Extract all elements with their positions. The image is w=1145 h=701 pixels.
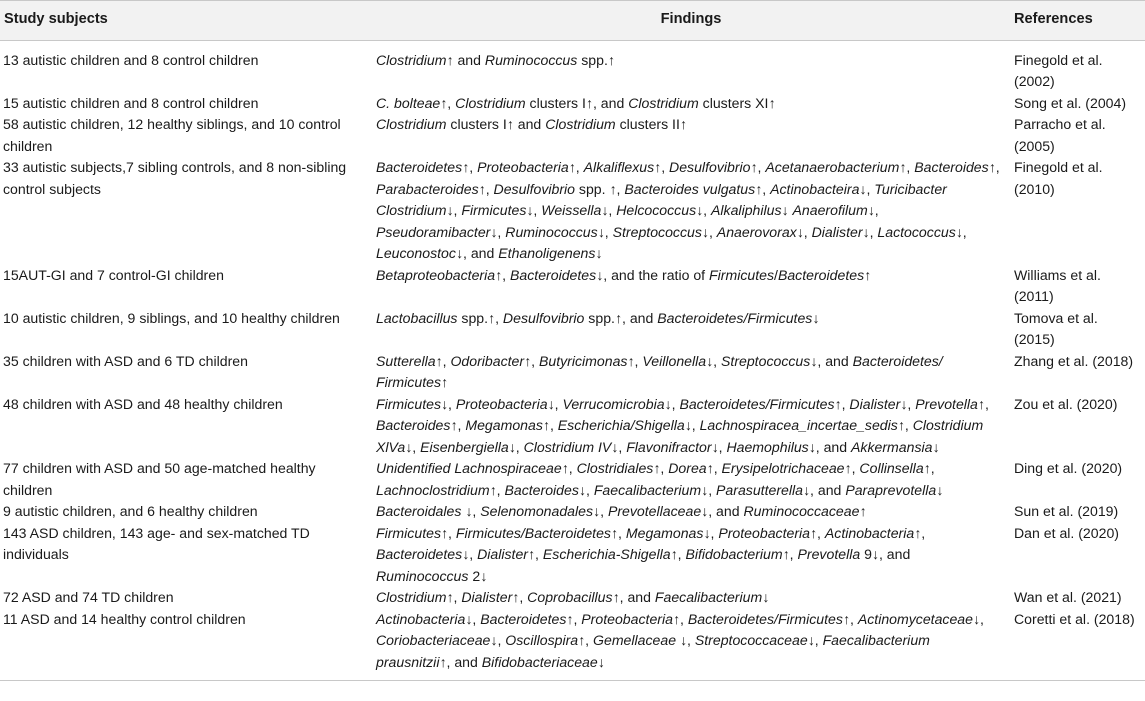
- findings-text: ↓: [597, 653, 605, 670]
- findings-text: clusters I↑, and: [525, 94, 629, 111]
- findings-text: ↑,: [440, 94, 456, 111]
- findings-text: spp. ↑,: [575, 180, 625, 197]
- findings-text: ↓, and: [455, 245, 499, 261]
- taxon-name: Proteobacteria: [455, 395, 548, 412]
- findings-text: ↓,: [547, 395, 563, 412]
- taxon-name: Clostridium: [376, 116, 447, 132]
- findings-text: ↑,: [524, 352, 539, 369]
- taxon-name: Desulfovibrio: [502, 309, 585, 326]
- findings-text: ↑,: [568, 159, 584, 175]
- taxon-name: Alkaliflexus: [583, 159, 655, 175]
- reference-cell: Ding et al. (2020): [1014, 460, 1123, 476]
- findings-text: ↓,: [462, 546, 478, 562]
- taxon-name: Faecalibacterium: [593, 481, 702, 498]
- reference-cell: Zou et al. (2020): [1014, 395, 1118, 412]
- taxon-name: Proteobacteria: [718, 524, 810, 541]
- findings-text: ↑,: [755, 180, 771, 197]
- findings-text: ↑,: [446, 589, 462, 605]
- taxon-name: Firmicutes: [376, 524, 441, 541]
- findings-text: ↓,: [526, 202, 542, 218]
- taxon-name: Anaerovorax: [716, 223, 797, 240]
- findings-text: ↑,: [810, 524, 825, 541]
- header-row: [0, 1, 1145, 41]
- findings-text: ↓,: [807, 632, 823, 648]
- findings-text: ↑,: [542, 417, 558, 433]
- taxon-name: Betaproteobacteria: [376, 266, 496, 283]
- findings-text: ↑ and: [446, 51, 485, 68]
- taxon-name: Bacteroidetes/Firmicutes: [687, 610, 843, 627]
- taxon-name: Alkaliphilus: [711, 202, 782, 218]
- reference-cell: Tomova et al. (2015): [1014, 309, 1098, 347]
- reference-cell: Zhang et al. (2018): [1014, 352, 1134, 369]
- taxon-name: Bacteroidetes: [376, 159, 463, 175]
- table-row: [0, 93, 1145, 115]
- taxon-name: Pseudoramibacter: [376, 223, 491, 240]
- taxon-name: Collinsella: [859, 460, 924, 476]
- findings-text: ↓,: [405, 438, 421, 455]
- findings-text: ↓,: [597, 223, 613, 240]
- findings-text: ↑: [859, 503, 867, 519]
- study-subjects-cell: 9 autistic children, and 6 healthy children: [3, 503, 258, 519]
- taxon-name: Escherichia-Shigella: [542, 546, 671, 562]
- findings-text: ↓, and the ratio of: [596, 266, 710, 283]
- findings-text: ↓: [932, 438, 940, 455]
- findings-cell: [372, 609, 1010, 681]
- findings-cell: [372, 93, 1010, 115]
- taxon-name: Megamonas: [625, 524, 704, 541]
- reference-cell: Song et al. (2004): [1014, 94, 1127, 111]
- reference-cell: Coretti et al. (2018): [1010, 609, 1145, 681]
- taxon-name: Clostridium: [376, 51, 447, 68]
- taxon-name: Bifidobacterium: [685, 546, 783, 562]
- table-row: [0, 308, 1145, 351]
- taxon-name: Paraprevotella: [845, 481, 937, 498]
- findings-text: ↓, and: [701, 503, 744, 519]
- taxon-name: Streptococcus: [612, 223, 702, 240]
- taxon-name: Actinobacteria: [824, 524, 915, 541]
- findings-text: ↓: [781, 202, 793, 218]
- findings-text: ↓,: [701, 223, 717, 240]
- findings-text: /: [774, 266, 778, 283]
- findings-cell: [372, 114, 1010, 157]
- taxon-name: Faecalibacterium prausnitzii: [376, 632, 930, 670]
- taxon-name: Bacteroidetes: [480, 610, 567, 627]
- taxon-name: Helcococcus: [616, 202, 697, 218]
- taxon-name: Acetanaerobacterium: [765, 159, 900, 175]
- taxon-name: Lactococcus: [877, 223, 956, 240]
- findings-text: ↓,: [465, 610, 481, 627]
- findings-cell: [372, 587, 1010, 609]
- findings-text: ↑,: [462, 159, 478, 175]
- study-subjects-cell: 13 autistic children and 8 control children: [3, 51, 259, 68]
- findings-cell: [372, 265, 1010, 308]
- taxon-name: Bacteroides vulgatus: [624, 180, 756, 197]
- table-row: [0, 587, 1145, 609]
- findings-text: ↑,: [512, 589, 528, 605]
- findings-text: ↓,: [955, 223, 967, 240]
- findings-text: ↓,: [701, 481, 717, 498]
- findings-text: ↓,: [859, 180, 875, 197]
- findings-cell: [372, 40, 1010, 93]
- taxon-name: Dialister: [849, 395, 901, 412]
- reference-cell: Dan et al. (2020): [1014, 524, 1119, 541]
- taxon-name: Selenomonadales: [480, 503, 594, 519]
- findings-text: ↑,: [495, 266, 510, 283]
- findings-text: ↑,: [489, 481, 505, 498]
- findings-text: ↑,: [654, 159, 670, 175]
- taxon-name: Clostridium IV: [523, 438, 612, 455]
- reference-cell: Williams et al. (2011): [1014, 266, 1101, 304]
- study-subjects-cell: 10 autistic children, 9 siblings, and 10 healthy children: [3, 309, 340, 326]
- table-row: [0, 157, 1145, 265]
- findings-text: ↑,: [478, 180, 494, 197]
- table-row: [0, 351, 1145, 394]
- table-row: [0, 458, 1145, 501]
- findings-text: ↓,: [676, 632, 695, 648]
- taxon-name: Eisenbergiella: [420, 438, 509, 455]
- taxon-name: Ruminococcus: [376, 567, 469, 584]
- taxon-name: Verrucomicrobia: [562, 395, 665, 412]
- taxon-name: Weissella: [541, 202, 602, 218]
- taxon-name: Veillonella: [642, 352, 707, 369]
- table-row: [0, 394, 1145, 459]
- findings-text: ↓,: [706, 352, 721, 369]
- findings-text: ↑,: [782, 546, 798, 562]
- taxon-name: Sutterella: [376, 352, 436, 369]
- taxon-name: Bacteroidales: [376, 503, 462, 519]
- study-subjects-cell: 77 children with ASD and 50 age-matched healthy children: [3, 460, 316, 498]
- taxon-name: Clostridiales: [576, 460, 654, 476]
- findings-text: spp.↑,: [457, 309, 503, 326]
- taxon-name: Firmicutes: [376, 395, 441, 412]
- findings-text: ↓, and: [810, 352, 853, 369]
- taxon-name: Streptococcaceae: [694, 632, 808, 648]
- findings-text: ↑,: [977, 395, 989, 412]
- findings-text: ↑,: [578, 632, 594, 648]
- findings-cell: [372, 501, 1010, 523]
- reference-cell: Finegold et al. (2010): [1014, 159, 1103, 197]
- findings-text: ↑,: [435, 352, 451, 369]
- findings-text: ↑,: [988, 159, 1000, 175]
- taxon-name: Clostridium: [628, 94, 699, 111]
- findings-cell: [372, 308, 1010, 351]
- findings-text: 9↓, and: [860, 546, 911, 562]
- taxon-name: Actinobacteria: [376, 610, 466, 627]
- header-findings: Findings: [372, 1, 1010, 41]
- taxon-name: Flavonifractor: [626, 438, 712, 455]
- taxon-name: Bacteroides: [914, 159, 989, 175]
- taxon-name: Ruminococcus: [505, 223, 598, 240]
- findings-text: ↑,: [706, 460, 722, 476]
- taxon-name: Coprobacillus: [527, 589, 613, 605]
- findings-text: ↑,: [627, 352, 643, 369]
- taxon-name: Dialister: [477, 546, 528, 562]
- findings-text: ↓,: [900, 395, 916, 412]
- taxon-name: Firmicutes: [461, 202, 527, 218]
- findings-text: ↓, and: [808, 438, 852, 455]
- findings-text: ↓: [936, 481, 944, 498]
- findings-text: spp.↑, and: [584, 309, 658, 326]
- findings-text: ↓,: [461, 503, 481, 519]
- study-subjects-cell: 15 autistic children and 8 control children: [3, 94, 259, 111]
- findings-text: ↓,: [490, 632, 506, 648]
- taxon-name: Parabacteroides: [376, 180, 479, 197]
- taxon-name: Megamonas: [465, 417, 543, 433]
- findings-text: ↑: [864, 266, 872, 283]
- taxon-name: Clostridium XlVa: [376, 417, 984, 455]
- taxon-name: Gemellaceae: [593, 632, 677, 648]
- findings-text: ↓,: [684, 417, 700, 433]
- findings-text: ↓,: [973, 610, 984, 627]
- taxon-name: Prevotella: [915, 395, 978, 412]
- reference-cell: Sun et al. (2019): [1014, 503, 1119, 519]
- findings-text: clusters XI↑: [698, 94, 776, 111]
- table-row: [0, 523, 1145, 588]
- taxon-name: Oscillospira: [505, 632, 579, 648]
- taxon-name: Dialister: [811, 223, 863, 240]
- taxon-name: Leuconostoc: [376, 245, 456, 261]
- taxon-name: Streptococcus: [721, 352, 811, 369]
- findings-text: ↓,: [593, 503, 608, 519]
- findings-text: ↑,: [566, 610, 582, 627]
- findings-text: ↓, and: [803, 481, 846, 498]
- study-subjects-cell: 143 ASD children, 143 age- and sex-matched TD individuals: [3, 524, 310, 562]
- findings-text: clusters II↑: [615, 116, 687, 132]
- table-row: [0, 501, 1145, 523]
- taxon-name: Bifidobacteriaceae: [481, 653, 598, 670]
- taxon-name: Bacteroidetes: [777, 266, 865, 283]
- study-subjects-cell: 11 ASD and 14 healthy control children: [0, 609, 372, 681]
- findings-text: ↓,: [867, 202, 879, 218]
- taxon-name: Unidentified Lachnospiraceae: [376, 460, 562, 476]
- study-subjects-cell: 72 ASD and 74 TD children: [3, 589, 174, 605]
- taxon-name: Bacteroidetes: [376, 546, 463, 562]
- findings-text: ↑,: [834, 395, 850, 412]
- study-subjects-cell: 58 autistic children, 12 healthy siblings, and 10 control children: [3, 116, 341, 154]
- table-row: [0, 40, 1145, 93]
- findings-text: ↑,: [561, 460, 577, 476]
- taxon-name: Odoribacter: [450, 352, 525, 369]
- findings-text: ↑,: [450, 417, 466, 433]
- findings-text: ↓: [595, 245, 603, 261]
- taxon-name: Bacteroidetes/ Firmicutes: [376, 352, 943, 390]
- taxon-name: Bacteroides: [504, 481, 579, 498]
- findings-text: ↑,: [750, 159, 766, 175]
- findings-text: ↓,: [441, 395, 456, 412]
- taxon-name: Parasutterella: [716, 481, 803, 498]
- taxon-name: Dorea: [668, 460, 707, 476]
- taxon-name: Proteobacteria: [581, 610, 673, 627]
- study-subjects-cell: 33 autistic subjects,7 sibling controls, and 8 non-sibling control subjects: [3, 159, 347, 197]
- taxon-name: Ruminococcus: [484, 51, 578, 68]
- findings-text: ↓: [762, 589, 770, 605]
- findings-text: ↑,: [842, 610, 858, 627]
- findings-text: ↑,: [653, 460, 669, 476]
- table-row: [0, 265, 1145, 308]
- taxon-name: Lachnoclostridium: [376, 481, 490, 498]
- header-references: References: [1010, 1, 1145, 41]
- findings-text: ↑,: [610, 524, 626, 541]
- findings-text: clusters I↑ and: [446, 116, 546, 132]
- findings-text: ↑,: [441, 524, 456, 541]
- findings-text: 2↓: [468, 567, 488, 584]
- reference-cell: Finegold et al. (2002): [1014, 51, 1103, 89]
- findings-cell: [372, 394, 1010, 459]
- study-subjects-cell: 48 children with ASD and 48 healthy children: [3, 395, 283, 412]
- taxon-name: Firmicutes: [709, 266, 775, 283]
- taxon-name: Desulfovibrio: [669, 159, 751, 175]
- taxon-name: Clostridium: [376, 589, 447, 605]
- taxon-name: Coriobacteriaceae: [376, 632, 491, 648]
- taxon-name: Prevotellaceae: [607, 503, 702, 519]
- taxon-name: Prevotella: [797, 546, 861, 562]
- study-subjects-cell: 35 children with ASD and 6 TD children: [3, 352, 248, 369]
- findings-text: ↓,: [696, 202, 712, 218]
- taxon-name: Faecalibacterium: [654, 589, 763, 605]
- taxon-name: Bacteroidetes: [510, 266, 597, 283]
- taxon-name: Bacteroidetes/Firmicutes: [679, 395, 835, 412]
- taxon-name: Dialister: [461, 589, 513, 605]
- findings-text: ↓,: [446, 202, 462, 218]
- findings-text: ↑,: [899, 159, 915, 175]
- findings-text: ↓,: [862, 223, 878, 240]
- taxon-name: Bacteroides: [376, 417, 451, 433]
- findings-text: ↓,: [490, 223, 506, 240]
- findings-text: ↓,: [703, 524, 719, 541]
- findings-cell: [372, 523, 1010, 588]
- findings-text: ↑,: [527, 546, 543, 562]
- taxon-name: Clostridium: [545, 116, 616, 132]
- taxon-name: Ethanoligenens: [498, 245, 596, 261]
- taxon-name: Actinomycetaceae: [857, 610, 973, 627]
- findings-text: ↓,: [578, 481, 594, 498]
- reference-cell: Wan et al. (2021): [1014, 589, 1122, 605]
- findings-text: ↓,: [664, 395, 680, 412]
- taxon-name: C. bolteae: [376, 94, 441, 111]
- findings-text: ↑: [441, 374, 449, 390]
- findings-text: ↓,: [508, 438, 524, 455]
- taxon-name: Desulfovibrio: [493, 180, 575, 197]
- findings-text: ↓,: [611, 438, 627, 455]
- taxon-name: Proteobacteria: [477, 159, 569, 175]
- table-body: [0, 40, 1145, 681]
- findings-text: spp.↑: [577, 51, 615, 68]
- findings-text: ↑,: [897, 417, 913, 433]
- taxon-name: Bacteroidetes/Firmicutes: [657, 309, 813, 326]
- taxon-name: Anaerofilum: [792, 202, 868, 218]
- table-row: [0, 114, 1145, 157]
- findings-text: ↓,: [711, 438, 727, 455]
- reference-cell: Parracho et al. (2005): [1014, 116, 1106, 154]
- findings-text: ↑, and: [612, 589, 655, 605]
- taxon-name: Firmicutes/Bacteroidetes: [455, 524, 611, 541]
- taxon-name: Ruminococcaceae: [743, 503, 860, 519]
- findings-cell: [372, 157, 1010, 265]
- findings-text: ↑,: [914, 524, 926, 541]
- findings-text: ↑,: [672, 610, 688, 627]
- findings-cell: [372, 351, 1010, 394]
- taxon-name: Lactobacillus: [376, 309, 458, 326]
- findings-text: ↑,: [923, 460, 935, 476]
- taxon-name: Erysipelotrichaceae: [721, 460, 845, 476]
- findings-text: ↑, and: [439, 653, 482, 670]
- taxon-name: Butyricimonas: [538, 352, 628, 369]
- taxon-name: Escherichia/Shigella: [557, 417, 685, 433]
- taxon-name: Lachnospiracea_incertae_sedis: [699, 417, 898, 433]
- taxon-name: Turicibacter Clostridium: [376, 180, 947, 218]
- taxon-name: Akkermansia: [851, 438, 933, 455]
- findings-cell: [372, 458, 1010, 501]
- findings-text: ↓,: [601, 202, 617, 218]
- taxon-name: Actinobacteira: [770, 180, 860, 197]
- header-study-subjects: Study subjects: [0, 1, 372, 41]
- findings-text: ↓,: [796, 223, 812, 240]
- table-row: [0, 609, 1145, 681]
- findings-text: ↓: [812, 309, 820, 326]
- findings-text: ↑,: [670, 546, 686, 562]
- taxon-name: Clostridium: [455, 94, 526, 111]
- study-subjects-cell: 15AUT-GI and 7 control-GI children: [3, 266, 224, 283]
- findings-text: ↑,: [844, 460, 860, 476]
- taxon-name: Haemophilus: [726, 438, 809, 455]
